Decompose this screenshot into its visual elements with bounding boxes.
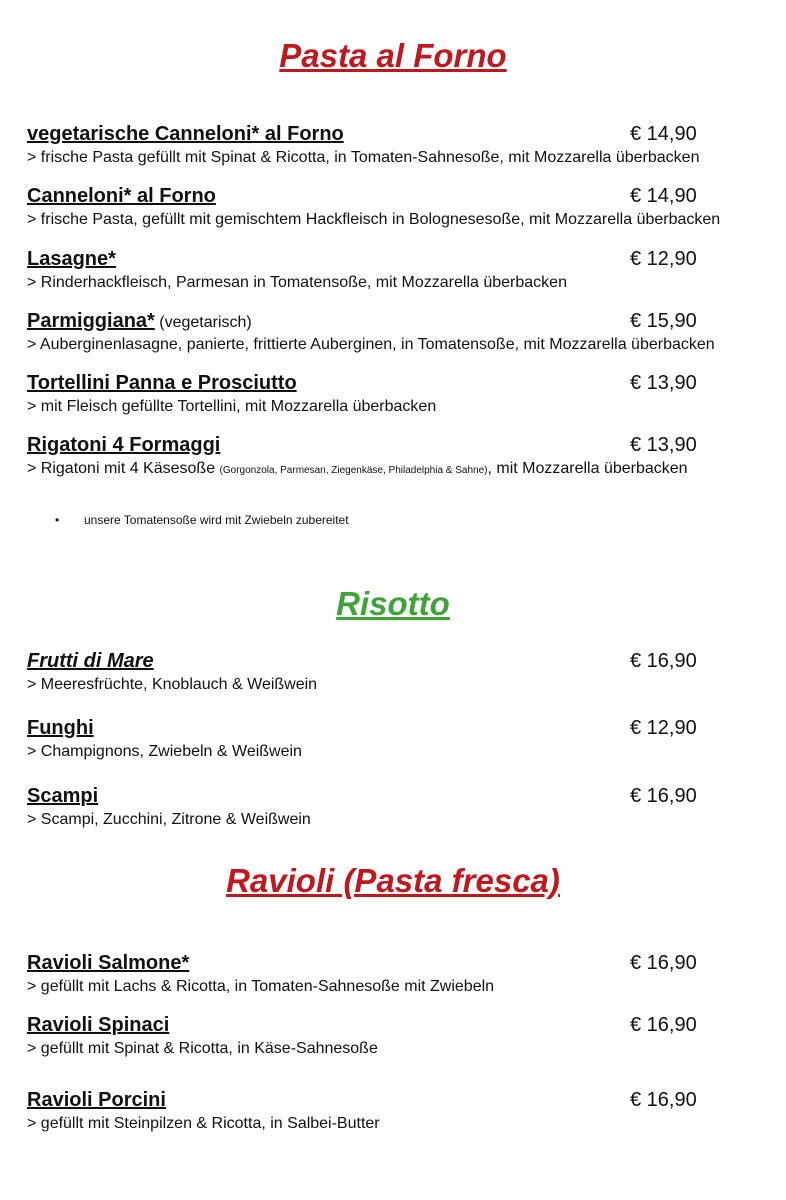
- item-description: [27, 458, 767, 482]
- menu-item: [27, 309, 767, 356]
- item-description: > gefüllt mit Spinat & Ricotta, in Käse-Sahnesoße: [27, 1040, 378, 1057]
- menu-item: [27, 784, 767, 831]
- menu-item: [27, 433, 767, 482]
- desc-end: , mit Mozzarella überbacken: [487, 460, 688, 477]
- item-description: > mit Fleisch gefüllte Tortellini, mit Mozzarella überbacken: [27, 398, 437, 415]
- item-price: € 16,90: [630, 785, 697, 807]
- item-name: Frutti di Mare: [27, 650, 154, 672]
- section-title-pasta: Pasta al Forno: [279, 37, 507, 74]
- item-description: > Champignons, Zwiebeln & Weißwein: [27, 743, 302, 760]
- menu-item: [27, 951, 767, 998]
- item-name: Funghi: [27, 717, 94, 739]
- item-description: > Auberginenlasagne, panierte, frittierte Auberginen, in Tomatensoße, mit Mozzarella überbacken: [27, 336, 715, 353]
- footnote-text: unsere Tomatensoße wird mit Zwiebeln zubereitet: [84, 513, 349, 527]
- item-name: Ravioli Spinaci: [27, 1014, 170, 1036]
- item-name: Canneloni* al Forno: [27, 185, 216, 207]
- menu-item: [27, 371, 767, 418]
- item-price: € 12,90: [630, 717, 697, 739]
- bullet: •: [55, 513, 60, 527]
- item-description: > frische Pasta gefüllt mit Spinat & Ricotta, in Tomaten-Sahnesoße, mit Mozzarella überbacken: [27, 149, 700, 166]
- menu-item: [27, 184, 767, 231]
- item-price: € 15,90: [630, 310, 697, 332]
- item-description: > gefüllt mit Steinpilzen & Ricotta, in Salbei-Butter: [27, 1115, 380, 1132]
- item-description: > Meeresfrüchte, Knoblauch & Weißwein: [27, 676, 318, 693]
- item-price: € 13,90: [630, 434, 697, 456]
- item-name: Rigatoni 4 Formaggi: [27, 434, 221, 456]
- item-price: € 16,90: [630, 952, 697, 974]
- menu-item: [27, 716, 767, 763]
- item-price: € 12,90: [630, 248, 697, 270]
- item-description: > Rinderhackfleisch, Parmesan in Tomatensoße, mit Mozzarella überbacken: [27, 274, 567, 291]
- section-title-risotto: Risotto: [336, 585, 450, 622]
- item-name: vegetarische Canneloni* al Forno: [27, 123, 344, 145]
- item-name: Ravioli Porcini: [27, 1089, 166, 1111]
- desc-cheese-list: (Gorgonzola, Parmesan, Ziegenkäse, Philadelphia & Sahne): [219, 465, 488, 476]
- footnote: [55, 512, 349, 528]
- item-description: > gefüllt mit Lachs & Ricotta, in Tomaten-Sahnesoße mit Zwiebeln: [27, 978, 495, 995]
- item-qualifier: (vegetarisch): [159, 314, 252, 331]
- menu-item: [27, 649, 767, 696]
- menu-item: [27, 247, 767, 294]
- item-name: Parmiggiana*: [27, 310, 155, 332]
- section-title-ravioli: Ravioli (Pasta fresca): [226, 862, 560, 899]
- item-price: € 14,90: [630, 123, 697, 145]
- item-price: € 13,90: [630, 372, 697, 394]
- menu-item: [27, 1088, 767, 1135]
- item-price: € 16,90: [630, 1014, 697, 1036]
- item-price: € 16,90: [630, 1089, 697, 1111]
- desc-start: > Rigatoni mit 4 Käsesoße: [27, 460, 216, 477]
- item-description: > frische Pasta, gefüllt mit gemischtem Hackfleisch in Bolognesesoße, mit Mozzarella überbacken: [27, 211, 721, 228]
- item-price: € 14,90: [630, 185, 697, 207]
- item-name: Ravioli Salmone*: [27, 952, 190, 974]
- item-description: > Scampi, Zucchini, Zitrone & Weißwein: [27, 811, 311, 828]
- menu-item: [27, 1013, 767, 1060]
- item-name: Scampi: [27, 785, 99, 807]
- menu-item: [27, 122, 767, 169]
- item-price: € 16,90: [630, 650, 697, 672]
- item-name: Lasagne*: [27, 248, 116, 270]
- item-name: Tortellini Panna e Prosciutto: [27, 372, 297, 394]
